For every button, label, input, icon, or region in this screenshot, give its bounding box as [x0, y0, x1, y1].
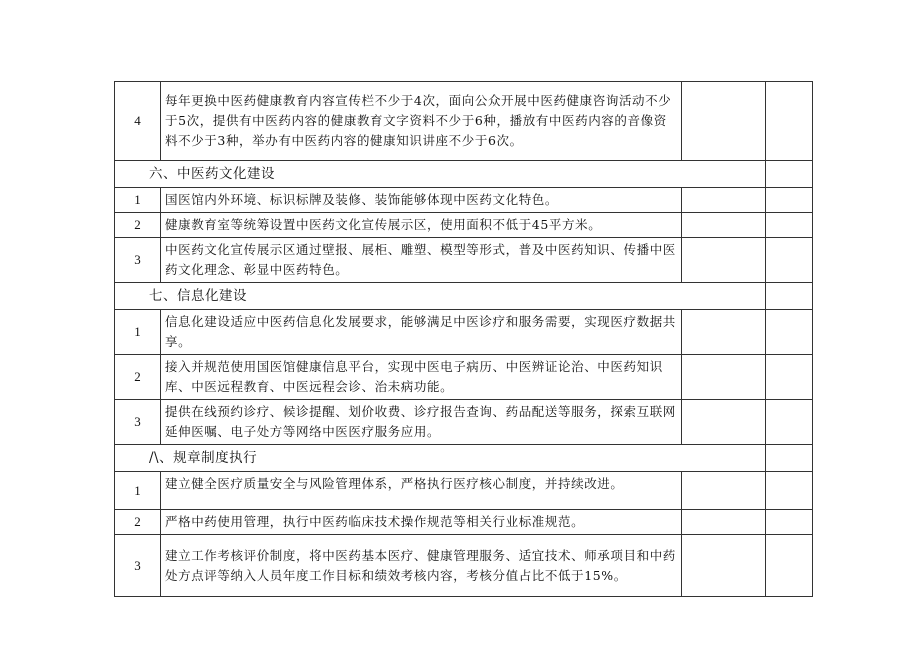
score-cell	[682, 161, 766, 188]
item-number: 1	[115, 188, 161, 213]
item-number: 3	[115, 400, 161, 445]
score-cell	[682, 472, 766, 510]
table-row	[115, 310, 813, 355]
score-cell	[682, 188, 766, 213]
score-cell	[682, 238, 766, 283]
item-text: 每年更换中医药健康教育内容宣传栏不少于4次，面向公众开展中医药健康咨询活动不少于5次，提供有中医药内容的健康教育文字资料不少于6种，播放有中医药内容的音像资料不少于3种，举办有中医药内容的健康知识讲座不少于6次。	[161, 82, 682, 161]
remark-cell	[766, 82, 813, 161]
table-row	[115, 510, 813, 535]
item-number: 1	[115, 472, 161, 510]
item-text: 信息化建设适应中医药信息化发展要求，能够满足中医诊疗和服务需要，实现医疗数据共享。	[161, 310, 682, 355]
remark-cell	[766, 283, 813, 310]
section-title: 七、信息化建设	[115, 283, 682, 310]
table-row	[115, 535, 813, 597]
score-cell	[682, 510, 766, 535]
table-row	[115, 213, 813, 238]
item-number: 3	[115, 535, 161, 597]
item-number: 2	[115, 510, 161, 535]
remark-cell	[766, 188, 813, 213]
score-cell	[682, 400, 766, 445]
item-text: 严格中药使用管理，执行中医药临床技术操作规范等相关行业标准规范。	[161, 510, 682, 535]
remark-cell	[766, 355, 813, 400]
item-text: 提供在线预约诊疗、候诊提醒、划价收费、诊疗报告查询、药品配送等服务，探索互联网延伸医嘱、电子处方等网络中医医疗服务应用。	[161, 400, 682, 445]
item-number: 1	[115, 310, 161, 355]
item-number: 2	[115, 213, 161, 238]
section-header-row	[115, 161, 813, 188]
item-text: 国医馆内外环境、标识标牌及装修、装饰能够体现中医药文化特色。	[161, 188, 682, 213]
item-text: 中医药文化宣传展示区通过壁报、展柜、雕塑、模型等形式，普及中医药知识、传播中医药文化理念、彰显中医药特色。	[161, 238, 682, 283]
requirements-table	[114, 81, 813, 597]
score-cell	[682, 213, 766, 238]
table-row	[115, 400, 813, 445]
remark-cell	[766, 472, 813, 510]
section-title: /\、规章制度执行	[115, 445, 682, 472]
score-cell	[682, 445, 766, 472]
item-text: 健康教育室等统筹设置中医药文化宣传展示区，使用面积不低于45平方米。	[161, 213, 682, 238]
item-text: 接入并规范使用国医馆健康信息平台，实现中医电子病历、中医辨证论治、中医药知识库、中医远程教育、中医远程会诊、治未病功能。	[161, 355, 682, 400]
remark-cell	[766, 510, 813, 535]
table-row	[115, 82, 813, 161]
section-header-row	[115, 283, 813, 310]
item-number: 3	[115, 238, 161, 283]
score-cell	[682, 355, 766, 400]
remark-cell	[766, 213, 813, 238]
section-header-row	[115, 445, 813, 472]
remark-cell	[766, 310, 813, 355]
score-cell	[682, 82, 766, 161]
section-title: 六、中医药文化建设	[115, 161, 682, 188]
score-cell	[682, 310, 766, 355]
item-text: 建立工作考核评价制度，将中医药基本医疗、健康管理服务、适宜技术、师承项目和中药处方点评等纳入人员年度工作目标和绩效考核内容，考核分值占比不低于15%。	[161, 535, 682, 597]
table-row	[115, 472, 813, 510]
score-cell	[682, 535, 766, 597]
table-row	[115, 238, 813, 283]
table-row	[115, 355, 813, 400]
score-cell	[682, 283, 766, 310]
remark-cell	[766, 445, 813, 472]
table-row	[115, 188, 813, 213]
remark-cell	[766, 535, 813, 597]
remark-cell	[766, 161, 813, 188]
item-text: 建立健全医疗质量安全与风险管理体系，严格执行医疗核心制度，并持续改进。	[161, 472, 682, 510]
item-number: 2	[115, 355, 161, 400]
remark-cell	[766, 238, 813, 283]
remark-cell	[766, 400, 813, 445]
item-number: 4	[115, 82, 161, 161]
